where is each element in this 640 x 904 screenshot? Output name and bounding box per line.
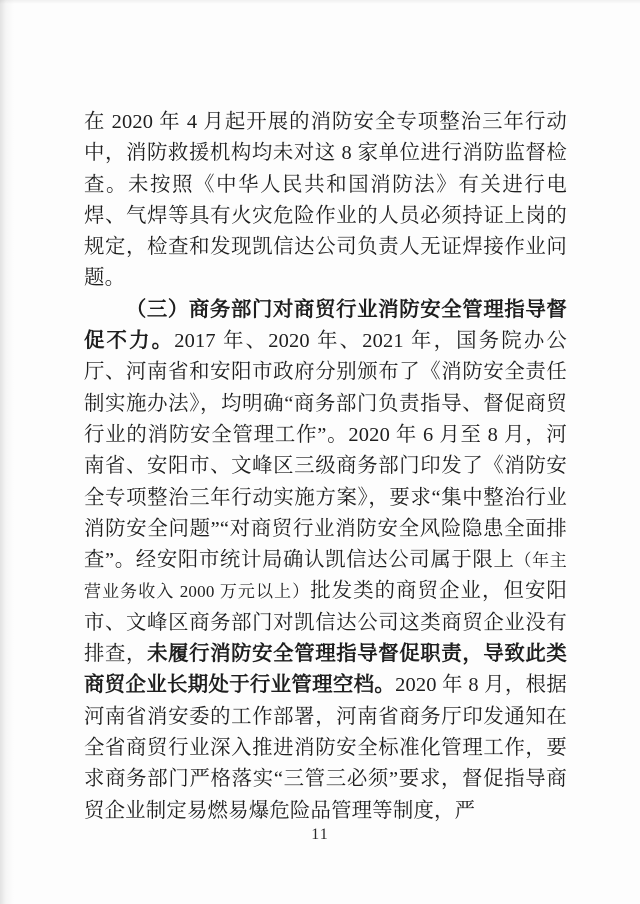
section-heading-run: （三）商务部门对商贸行业消防安全管理指导督促不力。 <box>84 298 567 353</box>
paragraph-continuation <box>84 107 567 295</box>
paragraph-section-three <box>84 295 567 827</box>
text-run: 2020 年 8 月，根据河南省消安委的工作部署，河南省商务厅印发通知在全省商贸行业深入推进消防安全标准化管理工作，要求商务部门严格落实“三管三必须”要求，督促指导商贸企业制定易燃易爆危险品管理等制度，严 <box>84 674 568 822</box>
emphasis-run: 未履行消防安全管理指导督促职责，导致此类商贸企业长期处于行业管理空档。 <box>84 643 567 697</box>
document-text-block <box>84 107 567 827</box>
text-run: 2017 年、2020 年、2021 年，国务院办公厅、河南省和安阳市政府分别颁布了《消防安全责任制实施办法》，均明确“商务部门负责指导、督促商贸行业的消防安全管理工作”。2020 年 6 月至 8 月，河南省、安阳市、文峰区三级商务部门印发了《消防安全专项整治三年行动实施方案》，要求“集中整治行业消防安全问题”“对商贸行业消防安全风险隐患全面排查”。经安阳市统计局确认凯信达公司属于限上 <box>84 330 567 572</box>
parenthetical-note-run: （年主营业务收入 2000 万元以上） <box>84 551 567 602</box>
page-number: 11 <box>311 826 329 843</box>
text-run: 在 2020 年 4 月起开展的消防安全专项整治三年行动中，消防救援机构均未对这 8 家单位进行消防监督检查。未按照《中华人民共和国消防法》有关进行电焊、气焊等具有火灾危险作业的人员必须持证上岗的规定，检查和发现凯信达公司负责人无证焊接作业问题。 <box>84 111 567 290</box>
text-run: 批发类的商贸企业，但安阳市、文峰区商务部门对凯信达公司这类商贸企业没有排查， <box>84 580 567 666</box>
